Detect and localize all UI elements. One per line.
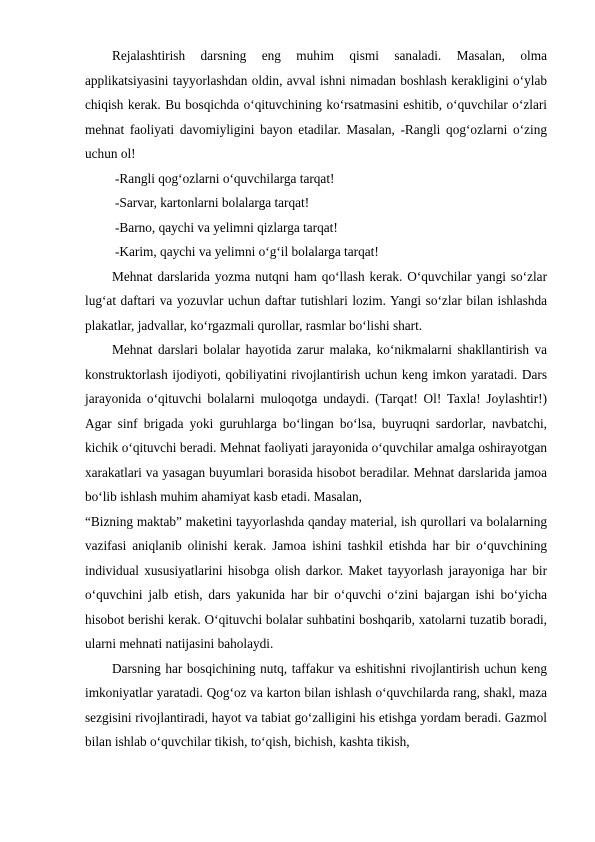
paragraph-planning: Rejalashtirish darsning eng muhim qismi sanaladi. Masalan, olma applikatsiyasini tayyorlashdan oldin, avval ishni nimadan boshlash kerakligini o‘ylab chiqish kerak. Bu bosqichda o‘qituvchining ko‘rsatmasini eshitib, o‘quvchilar o‘zlari mehnat faoliyati davomiyligini bayon etadilar. Masalan, -Rangli qog‘ozlarni o‘zing uchun ol! [85,48,547,161]
instruction-line-4: -Karim, qaychi va yelimni o‘g‘il bolalarga tarqat! [115,244,379,259]
instruction-line-3: -Barno, qaychi va yelimni qizlarga tarqat! [115,219,338,235]
instruction-line-2: -Sarvar, kartonlarni bolalarga tarqat! [115,195,310,210]
paragraph-labor-lessons: Mehnat darslari bolalar hayotida zarur malaka, ko‘nikmalarni shakllantirish va konstruktorlash ijodiyoti, qobiliyatini rivojlantirish uchun keng imkon yaratadi. Dars jarayonida o‘qituvchi bolalarni muloqotga undaydi. (Tarqat! Ol! Taxla! Joylashtir!) Agar sinf brigada yoki guruhlarga bo‘lingan bo‘lsa, buyruqni sardorlar, navbatchi, kichik o‘qituvchi beradi. Mehnat faoliyati jarayonida o‘quvchilar amalga oshirayotgan xarakatlari va yasagan buyumlari borasida hisobot beradilar. Mehnat darslarida jamoa bo‘lib ishlash muhim ahamiyat kasb etadi. Masalan, [85,342,547,504]
document-page [85,44,547,755]
paragraph-lesson-stages: Darsning har bosqichining nutq, taffakur va eshitishni rivojlantirish uchun keng imkoniyatlar yaratadi. Qog‘oz va karton bilan ishlash o‘quvchilarda rang, shakl, maza sezgisini rivojlantiradi, hayot va tabiat go‘zalligini his etishga yordam beradi. Gazmol bilan ishlab o‘quvchilar tikish, to‘qish, bichish, kashta tikish, [85,660,547,749]
paragraph-written-speech: Mehnat darslarida yozma nutqni ham qo‘llash kerak. O‘quvchilar yangi so‘zlar lug‘at daftari va yozuvlar uchun daftar tutishlari lozim. Yangi so‘zlar bilan ishlashda plakatlar, jadvallar, ko‘rgazmali qurollar, rasmlar bo‘lishi shart. [85,268,547,333]
instruction-line-1: -Rangli qog‘ozlarni o‘quvchilarga tarqat! [115,170,335,186]
paragraph-school-model: “Bizning maktab” maketini tayyorlashda qanday material, ish qurollari va bolalarning vazifasi aniqlanib olinishi kerak. Jamoa ishini tashkil etishda har bir o‘quvchining individual xususiyatlarini hisobga olish darkor. Maket tayyorlash jarayoniga har bir o‘quvchini jalb etish, dars yakunida har bir o‘quvchi o‘zini bajargan ishi bo‘yicha hisobot berishi kerak. O‘qituvchi bolalar suhbatini boshqarib, xatolarni tuzatib boradi, ularni mehnati natijasini baholaydi. [85,513,547,651]
